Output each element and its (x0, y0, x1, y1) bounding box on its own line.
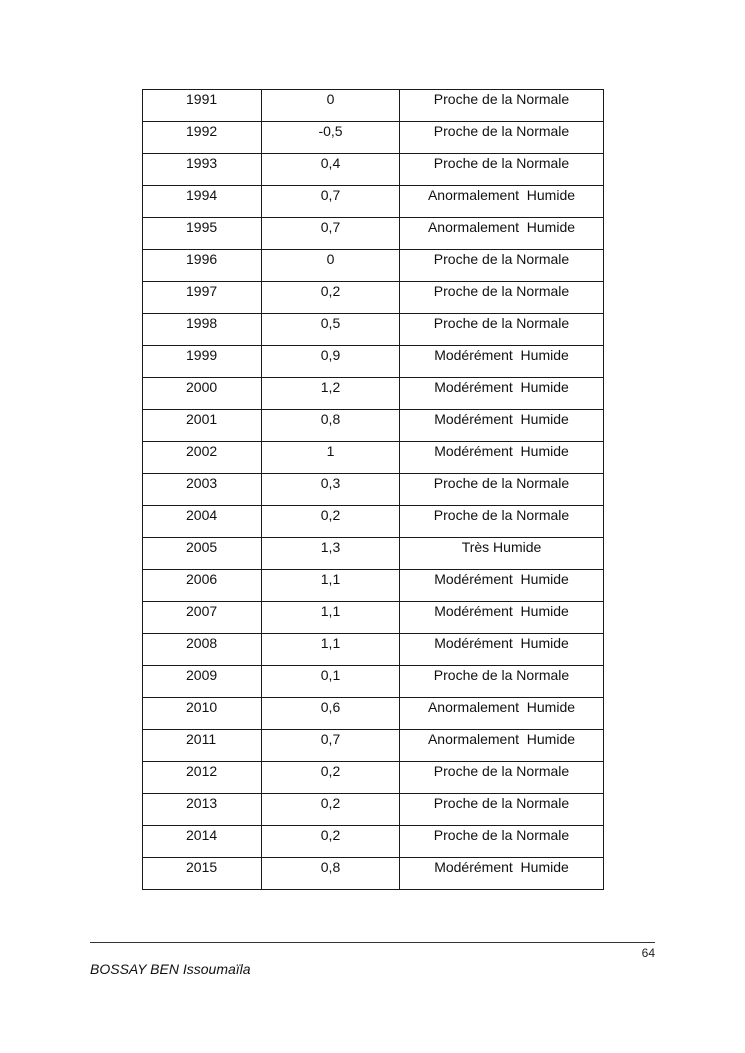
year-cell: 2015 (143, 858, 262, 890)
index-table (142, 89, 604, 890)
value-cell: 0,7 (262, 218, 400, 250)
year-cell: 2009 (143, 666, 262, 698)
table-row (143, 346, 604, 378)
value-cell: 0,1 (262, 666, 400, 698)
table-row (143, 602, 604, 634)
value-cell: 0,3 (262, 474, 400, 506)
table-row (143, 122, 604, 154)
table-row (143, 218, 604, 250)
classification-cell: Proche de la Normale (400, 666, 604, 698)
value-cell: 1 (262, 442, 400, 474)
year-cell: 2013 (143, 794, 262, 826)
table-row (143, 570, 604, 602)
page-number: 64 (641, 946, 655, 960)
table-row (143, 698, 604, 730)
table-row (143, 474, 604, 506)
value-cell: 0,2 (262, 506, 400, 538)
classification-cell: Anormalement Humide (400, 698, 604, 730)
year-cell: 2010 (143, 698, 262, 730)
classification-cell: Anormalement Humide (400, 186, 604, 218)
table-row (143, 666, 604, 698)
classification-cell: Proche de la Normale (400, 90, 604, 122)
year-cell: 1993 (143, 154, 262, 186)
value-cell: 0,2 (262, 826, 400, 858)
table-row (143, 538, 604, 570)
value-cell: 0,2 (262, 762, 400, 794)
classification-cell: Proche de la Normale (400, 154, 604, 186)
value-cell: 0,9 (262, 346, 400, 378)
table-row (143, 410, 604, 442)
value-cell: 0,8 (262, 410, 400, 442)
year-cell: 1991 (143, 90, 262, 122)
year-cell: 2014 (143, 826, 262, 858)
year-cell: 1994 (143, 186, 262, 218)
classification-cell: Proche de la Normale (400, 282, 604, 314)
classification-cell: Proche de la Normale (400, 122, 604, 154)
classification-cell: Modérément Humide (400, 858, 604, 890)
classification-cell: Modérément Humide (400, 442, 604, 474)
year-cell: 1992 (143, 122, 262, 154)
table-row (143, 730, 604, 762)
value-cell: 0,6 (262, 698, 400, 730)
value-cell: 1,1 (262, 570, 400, 602)
classification-cell: Modérément Humide (400, 634, 604, 666)
value-cell: 0 (262, 250, 400, 282)
classification-cell: Très Humide (400, 538, 604, 570)
value-cell: 0,7 (262, 186, 400, 218)
value-cell: 0,2 (262, 282, 400, 314)
year-cell: 1996 (143, 250, 262, 282)
value-cell: 1,2 (262, 378, 400, 410)
year-cell: 2012 (143, 762, 262, 794)
table-row (143, 634, 604, 666)
table-row (143, 442, 604, 474)
table-row (143, 794, 604, 826)
year-cell: 2004 (143, 506, 262, 538)
table-row (143, 762, 604, 794)
table-body (143, 90, 604, 890)
value-cell: 1,1 (262, 602, 400, 634)
year-cell: 1997 (143, 282, 262, 314)
year-cell: 2008 (143, 634, 262, 666)
classification-cell: Modérément Humide (400, 378, 604, 410)
table-row (143, 314, 604, 346)
classification-cell: Modérément Humide (400, 346, 604, 378)
value-cell: 1,1 (262, 634, 400, 666)
classification-cell: Proche de la Normale (400, 826, 604, 858)
classification-cell: Modérément Humide (400, 410, 604, 442)
year-cell: 1999 (143, 346, 262, 378)
year-cell: 2005 (143, 538, 262, 570)
value-cell: 1,3 (262, 538, 400, 570)
year-cell: 1995 (143, 218, 262, 250)
classification-cell: Modérément Humide (400, 570, 604, 602)
table-row (143, 154, 604, 186)
year-cell: 2007 (143, 602, 262, 634)
table-row (143, 186, 604, 218)
value-cell: 0,5 (262, 314, 400, 346)
year-cell: 2001 (143, 410, 262, 442)
year-cell: 2006 (143, 570, 262, 602)
value-cell: 0,8 (262, 858, 400, 890)
value-cell: 0,2 (262, 794, 400, 826)
classification-cell: Proche de la Normale (400, 250, 604, 282)
classification-cell: Proche de la Normale (400, 762, 604, 794)
footer-divider (90, 942, 655, 943)
classification-cell: Proche de la Normale (400, 794, 604, 826)
year-cell: 1998 (143, 314, 262, 346)
value-cell: 0 (262, 90, 400, 122)
classification-cell: Anormalement Humide (400, 730, 604, 762)
classification-cell: Modérément Humide (400, 602, 604, 634)
classification-cell: Anormalement Humide (400, 218, 604, 250)
classification-cell: Proche de la Normale (400, 474, 604, 506)
value-cell: -0,5 (262, 122, 400, 154)
value-cell: 0,7 (262, 730, 400, 762)
table-row (143, 282, 604, 314)
table-row (143, 378, 604, 410)
table-row (143, 506, 604, 538)
table-row (143, 90, 604, 122)
table-row (143, 858, 604, 890)
author-name: BOSSAY BEN Issoumaïla (90, 961, 251, 977)
year-cell: 2000 (143, 378, 262, 410)
classification-cell: Proche de la Normale (400, 506, 604, 538)
value-cell: 0,4 (262, 154, 400, 186)
year-cell: 2002 (143, 442, 262, 474)
table-row (143, 250, 604, 282)
classification-cell: Proche de la Normale (400, 314, 604, 346)
year-cell: 2011 (143, 730, 262, 762)
year-cell: 2003 (143, 474, 262, 506)
table-row (143, 826, 604, 858)
